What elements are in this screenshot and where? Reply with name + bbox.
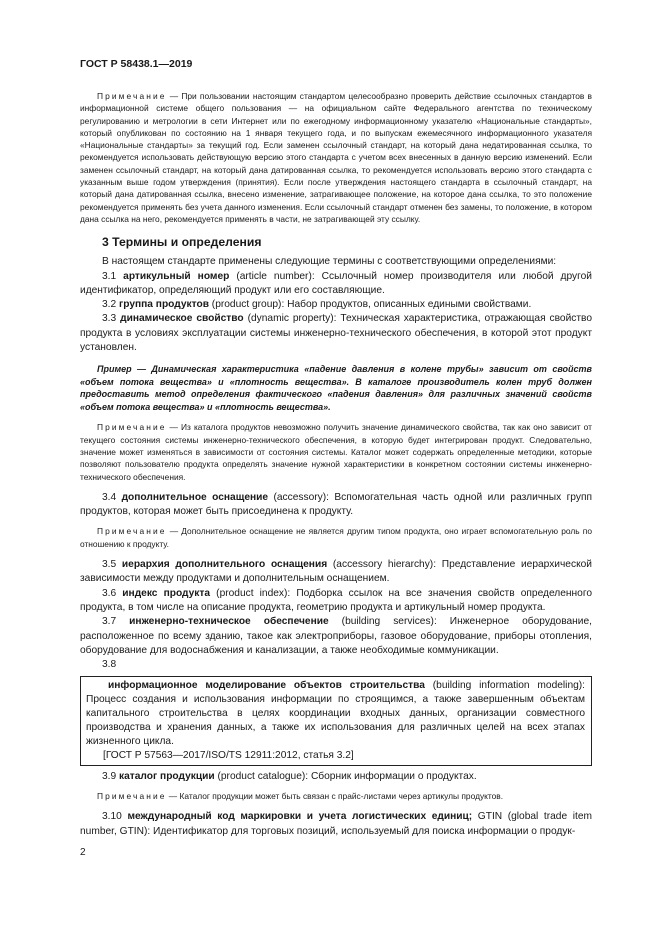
term-number: 3.6 (102, 587, 123, 599)
term-number: 3.7 (102, 616, 130, 628)
page-header-standard-id: ГОСТ Р 58438.1—2019 (80, 58, 193, 70)
term-3-8-source: [ГОСТ Р 57563—2017/ISO/TS 12911:2012, статья 3.2] (103, 749, 354, 761)
term-definition: GTIN (global trade item number, GTIN): Идентификатор для торговых позиций, используемый для поиска информации о продук- (80, 811, 592, 837)
term-3-5 (80, 558, 592, 587)
term-name: каталог продукции (119, 770, 215, 782)
term-number: 3.3 (102, 313, 121, 325)
term-definition: (accessory): Вспомогательная часть одной или различных групп продуктов, которая может быть присоединена к продукту. (80, 491, 592, 518)
note-text: — Из каталога продуктов невозможно получить значение динамического свойства, так как оно зависит от текущего состояния системы инженерно-технического обеспечения, в которую будет интегрирован продукт. Следовательно, значение может изменяться в зависимости от состояния системы. Каталог может содержать определенные методики, которые позволяют пользователю продукта определять значение нужной характеристики в конкретном состоянии системы инженерно-технического обеспечения. (80, 422, 592, 482)
term-definition: (product catalogue): Сборник информации о продуктах. (214, 770, 477, 782)
term-name: инженерно-техническое обеспечение (129, 616, 329, 628)
note-text: — Каталог продукции может быть связан с прайс-листами через артикулы продуктов. (166, 791, 504, 802)
term-3-10 (80, 810, 592, 839)
note-3-4 (80, 525, 592, 550)
note-label: Примечание (97, 422, 167, 433)
example-3-3: Пример — Динамическая характеристика «падение давления в колене трубы» зависит от свойств «объем потока вещества» и «плотность вещества». В каталоге производитель колен труб должен предоставить метод определения фактического «падения давления» для различных значений свойств «объем потока вещества» и «плотность вещества». (80, 364, 592, 412)
term-number: 3.9 (102, 770, 119, 782)
term-3-8 (86, 679, 585, 749)
section-heading: 3 Термины и определения (102, 235, 262, 250)
note-3-3 (80, 421, 592, 482)
term-definition: (product group): Набор продуктов, описанных едиными свойствами. (208, 299, 532, 311)
note-text: — Дополнительное оснащение не является другим типом продукта, оно играет вспомогательную роль по отношению к продукту. (80, 526, 592, 549)
term-definition: (building information modeling): Процесс создания и использования информации по строящимся, а также завершенным объектам капитального строительства в целях координации входных данных, организации совместного производства и хранения данных, а также их использования для различных целей на всех этапах жизненного цикла. (86, 680, 585, 748)
page-content (80, 90, 592, 839)
note-3-9 (80, 790, 592, 802)
term-name: иерархия дополнительного оснащения (121, 559, 328, 571)
term-number: 3.4 (102, 491, 122, 503)
term-definition: (product index): Подборка ссылок на все значения свойств определенного продукта, в том числе на описание продукта, геометрию продукта и артикульный номер продукта. (80, 587, 592, 613)
term-name: группа продуктов (119, 299, 209, 311)
term-definition: (building services): Инженерное оборудование, расположенное по всему зданию, такое как электроприборы, газовое оборудование, приборы отопления, оборудование для водоснабжения и канализации, а также необходимые коммуникации. (80, 616, 592, 656)
note-text: — При пользовании настоящим стандартом целесообразно проверить действие ссылочных стандартов в информационной системе общего пользования — на официальном сайте Федерального агентства по техническому регулированию и метрологии в сети Интернет или по ежегодному информационному указателю «Национальные стандарты», который опубликован по состоянию на 1 января текущего года, и по выпускам ежемесячного информационного указателя «Национальные стандарты» за текущий год. Если заменен ссылочный стандарт, на который дана недатированная ссылка, то рекомендуется использовать действующую версию этого стандарта с учетом всех внесенных в данную версию изменений. Если заменен ссылочный стандарт, на который дана датированная ссылка, то рекомендуется использовать версию этого стандарта с указанным выше годом утверждения (принятия). Если после утверждения настоящего стандарта в ссылочный стандарт, на который дана датированная ссылка, внесено изменение, затрагивающее положение, на которое дана ссылка, то это положение рекомендуется применять без учета данного изменения. Если ссылочный стандарт отменен без замены, то положение, в котором дана ссылка на него, рекомендуется применять в части, не затрагивающей эту ссылку. (80, 91, 592, 224)
term-3-1 (80, 270, 592, 299)
term-number: 3.1 (102, 270, 124, 282)
term-name: индекс продукта (122, 587, 211, 599)
note-label: Примечание (97, 526, 167, 537)
term-name: информационное моделирование объектов строительства (108, 680, 425, 692)
term-definition: (accessory hierarchy): Представление иерархической зависимости между продуктами и дополнительным оснащением. (80, 559, 592, 585)
note-referenced-standards (80, 90, 592, 225)
term-number: 3.5 (102, 559, 122, 571)
term-name: международный код маркировки и учета логистических единиц; (127, 811, 473, 823)
term-name: артикульный номер (123, 270, 230, 282)
term-3-3 (80, 312, 592, 355)
term-definition: (dynamic property): Техническая характеристика, отражающая свойство продукта в условиях эксплуатации системы инженерно-технического обеспечения, в которой этот продукт установлен. (80, 313, 592, 354)
note-label: Примечание (97, 791, 167, 802)
term-3-9 (80, 770, 592, 784)
term-definition: (article number): Ссылочный номер производителя или любой другой идентификатор, определяющий продукт или его составляющие. (80, 270, 592, 296)
term-3-8-box (80, 676, 592, 765)
term-3-4 (80, 491, 592, 520)
term-name: дополнительное оснащение (121, 491, 269, 503)
term-3-2 (80, 298, 592, 312)
term-number: 3.2 (102, 299, 119, 311)
term-number: 3.10 (102, 811, 128, 823)
term-3-6 (80, 587, 592, 616)
term-3-8-number: 3.8 (102, 659, 117, 671)
note-label: Примечание (97, 91, 167, 101)
term-3-7 (80, 615, 592, 658)
page-number: 2 (80, 847, 86, 858)
section-intro: В настоящем стандарте применены следующие термины с соответствующими определениями: (102, 256, 557, 268)
term-name: динамическое свойство (120, 313, 244, 325)
